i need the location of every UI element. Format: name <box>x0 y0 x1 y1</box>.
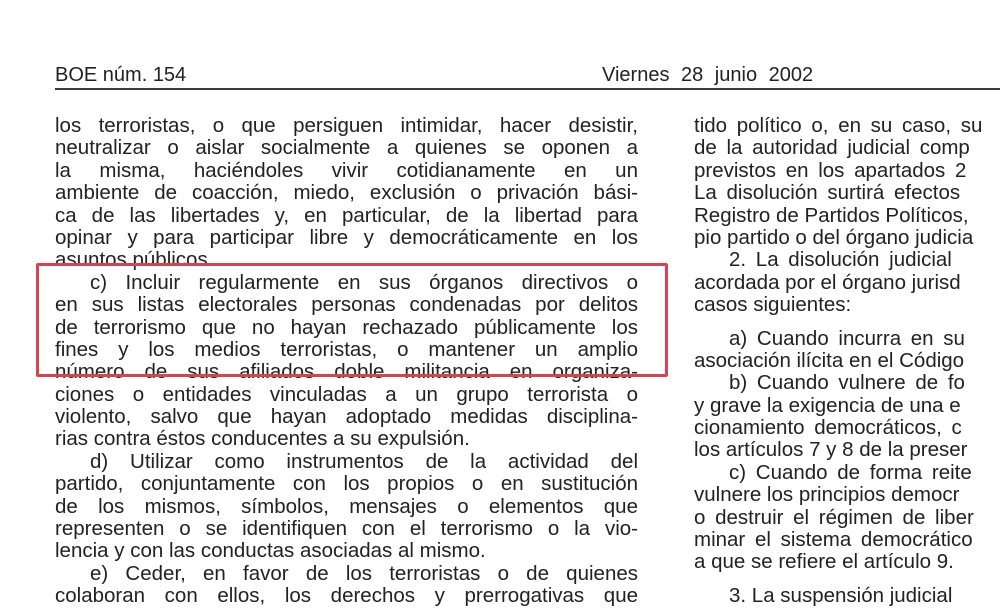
paragraph-2-start: 2. La disolución judicial <box>729 248 952 272</box>
text-line: lencia y con las conductas asociadas al mismo. <box>55 539 486 563</box>
text-line: asociación ilícita en el Código <box>694 348 965 372</box>
paragraph-e-start: e) Ceder, en favor de los terroristas o de quienes <box>90 561 638 585</box>
text-line: la misma, haciéndoles vivir cotidianamente en un <box>55 158 638 182</box>
left-column <box>55 115 638 608</box>
text-line: minar el sistema democrático <box>694 528 973 552</box>
right-column <box>694 115 1000 607</box>
text-line: partido, conjuntamente con los propios o en sustitución <box>55 472 638 496</box>
text-line: casos siguientes: <box>694 293 852 317</box>
text-line: de la autoridad judicial comp <box>694 136 970 160</box>
text-line: o destruir el régimen de liber <box>694 505 974 529</box>
text-line: y grave la exigencia de una e <box>694 393 961 417</box>
item-c-start: c) Cuando de forma reite <box>729 460 972 484</box>
item-b-start: b) Cuando vulnere de fo <box>729 371 965 395</box>
text-line: fines y los medios terroristas, o mantener un amplio <box>55 337 638 361</box>
text-line: los terroristas, o que persiguen intimidar, hacer desistir, <box>55 114 638 137</box>
publication-date: Viernes 28 junio 2002 <box>602 64 814 86</box>
text-line: los artículos 7 y 8 de la preser <box>694 438 968 462</box>
paragraph-c-start: c) Incluir regularmente en sus órganos directivos o <box>90 270 638 294</box>
text-line: vulnere los principios democr <box>694 483 960 507</box>
text-line: colaboran con ellos, los derechos y prerrogativas que <box>55 584 638 608</box>
text-line: número de sus afiliados doble militancia en organiza- <box>55 360 638 384</box>
text-line: pio partido o del órgano judicia <box>694 225 974 249</box>
paragraph-3-start: 3. La suspensión judicial <box>729 583 953 607</box>
text-line: previstos en los apartados 2 <box>694 158 967 182</box>
publication-number: BOE núm. 154 <box>55 64 187 86</box>
text-line: opinar y para participar libre y democráticamente en los <box>55 225 638 249</box>
text-line: de terrorismo que no hayan rechazado públicamente los <box>55 315 638 339</box>
text-line: tido político o, en su caso, su <box>694 114 983 137</box>
text-line: neutralizar o aislar socialmente a quienes se oponen a <box>55 136 638 160</box>
text-line: rias contra éstos conducentes a su expulsión. <box>55 427 470 451</box>
text-line: a que se refiere el artículo 9. <box>694 550 954 574</box>
paragraph-gap <box>694 317 1000 328</box>
text-line: Registro de Partidos Políticos, <box>694 203 969 227</box>
page-header <box>55 62 1000 90</box>
text-line: asuntos públicos. <box>55 248 214 272</box>
text-line: La disolución surtirá efectos <box>694 181 961 205</box>
text-line: ambiente de coacción, miedo, exclusión o privación bási- <box>55 181 638 205</box>
text-line: ca de las libertades y, en particular, de la libertad para <box>55 203 638 227</box>
text-line: acordada por el órgano jurisd <box>694 270 961 294</box>
text-line: violento, salvo que hayan adoptado medidas disciplina- <box>55 405 638 429</box>
text-line: representen o se identifiquen con el terrorismo o la vio- <box>55 517 638 541</box>
text-line: cionamiento democráticos, c <box>694 416 962 440</box>
text-line: ciones o entidades vinculadas a un grupo terrorista o <box>55 382 638 406</box>
text-line: en sus listas electorales personas condenadas por delitos <box>55 293 638 317</box>
text-line: de los mismos, símbolos, mensajes o elementos que <box>55 494 638 518</box>
paragraph-d-start: d) Utilizar como instrumentos de la actividad del <box>90 449 638 473</box>
item-a-start: a) Cuando incurra en su <box>729 326 965 350</box>
